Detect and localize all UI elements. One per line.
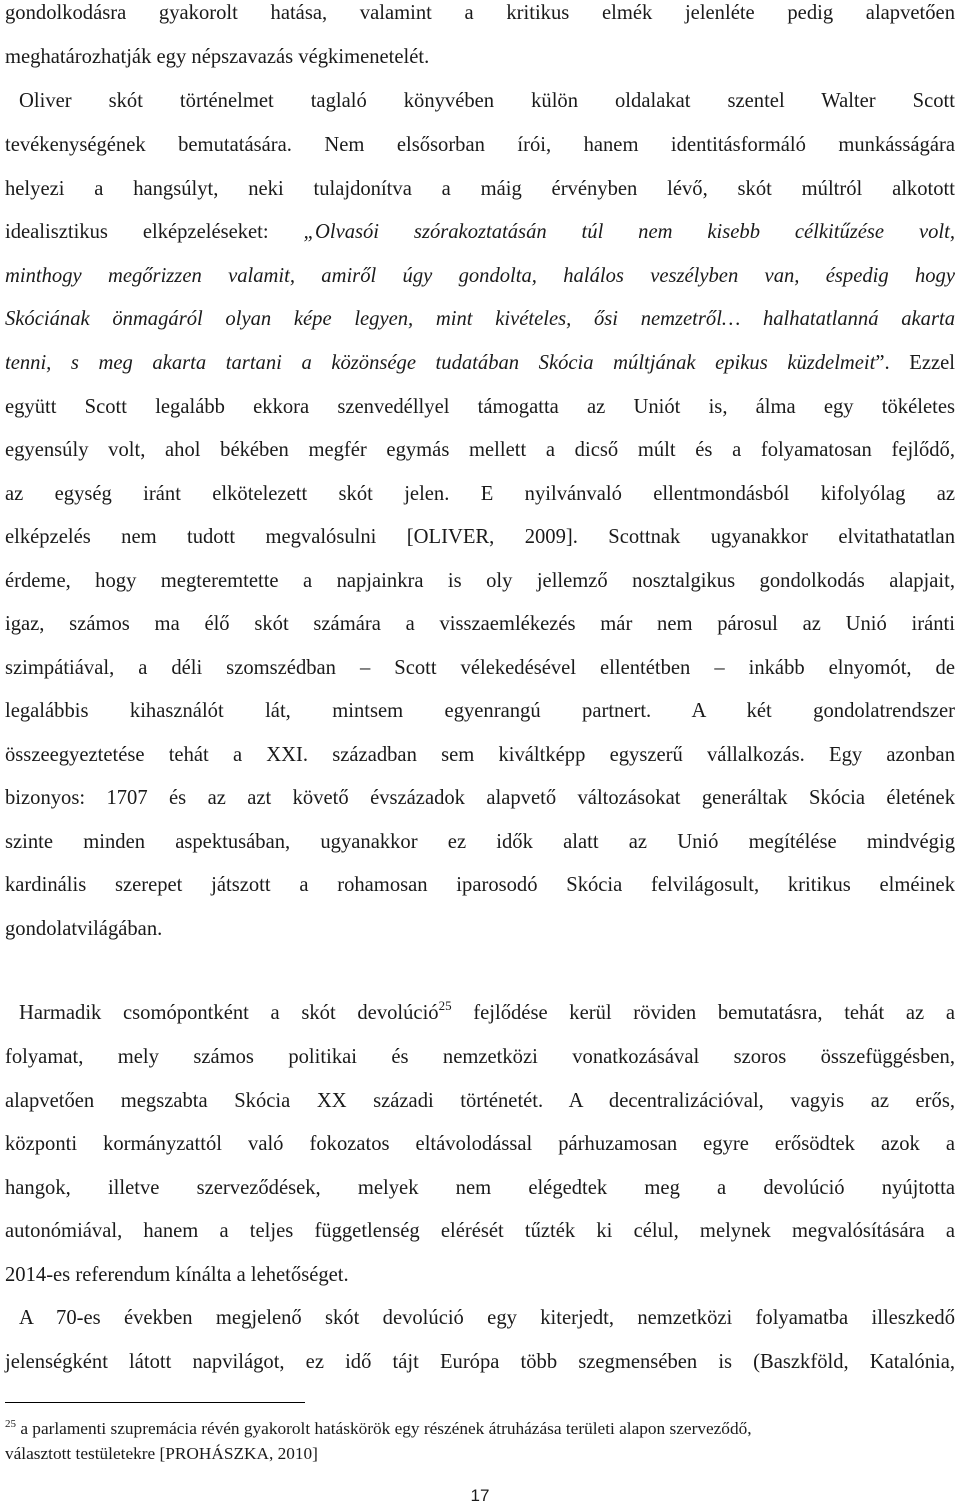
paragraph-line: elképzelés nem tudott megvalósulni [OLIVER, 2009]. Scottnak ugyanakkor elvitathatatlan: [5, 526, 955, 548]
paragraph-line-mixed: [5, 219, 955, 245]
paragraph-line-mixed: [5, 350, 955, 376]
paragraph-line: jelenségként látott napvilágot, ez idő tájt Európa több szegmensében is (Baszkföld, Katalónia,: [5, 1351, 955, 1373]
paragraph-line: folyamat, mely számos politikai és nemzetközi vonatkozásával szoros összefüggésben,: [5, 1046, 955, 1068]
quote-line: [5, 306, 955, 332]
paragraph-line: gondolatvilágában.: [5, 918, 163, 940]
paragraph-line: hangok, illetve szerveződések, melyek nem elégedtek meg a devolúció nyújtotta: [5, 1177, 955, 1199]
paragraph-line: szinte minden aspektusában, ugyanakkor ez idők alatt az Unió megítélése mindvégig: [5, 831, 955, 853]
paragraph-line: 2014-es referendum kínálta a lehetőséget.: [5, 1264, 349, 1286]
footnote-reference[interactable]: 25: [438, 998, 452, 1013]
footnote-line: választott testületekre [PROHÁSZKA, 2010]: [5, 1444, 318, 1463]
paragraph-line: központi kormányzattól való fokozatos eltávolodással párhuzamosan egyre erősödtek azok a: [5, 1133, 955, 1155]
paragraph-line: alapvetően megszabta Skócia XX századi történetét. A decentralizációval, vagyis az erős,: [5, 1090, 955, 1112]
paragraph-line: szimpátiával, a déli szomszédban – Scott vélekedésével ellentétben – inkább elnyomót, de: [5, 657, 955, 679]
paragraph-line: együtt Scott legalább ekkora szenvedéllyel támogatta az Uniót is, álma egy tökéletes: [5, 396, 955, 418]
paragraph-line: egyensúly volt, ahol békében megfér egymás mellett a dicső múlt és a folyamatosan fejlődő,: [5, 439, 955, 461]
paragraph-line-footnote-ref: [5, 1000, 955, 1026]
paragraph-line: A 70-es években megjelenő skót devolúció egy kiterjedt, nemzetközi folyamatba illeszkedő: [19, 1307, 955, 1329]
paragraph-line: helyezi a hangsúlyt, neki tulajdonítva a máig érvényben lévő, skót múltról alkotott: [5, 178, 955, 200]
page-number: 17: [470, 1486, 490, 1505]
text-run: idealisztikus elképzeléseket:: [5, 221, 304, 243]
footnote-text: a parlamenti szupremácia révén gyakorolt hatáskörök egy részének átruházása területi alapon szerveződő,: [16, 1419, 752, 1438]
paragraph-line: bizonyos: 1707 és az azt követő évszázadok alapvető változásokat generáltak Skócia életének: [5, 787, 955, 809]
paragraph-line: autonómiával, hanem a teljes függetlenség elérését tűzték ki célul, melynek megvalósítására a: [5, 1220, 955, 1242]
paragraph-line: az egység iránt elkötelezett skót jelen. E nyilvánvaló ellentmondásból kifolyólag az: [5, 483, 955, 505]
quote-run: „Olvasói szórakoztatásán túl nem kisebb célkitűzése volt,: [303, 221, 955, 243]
paragraph-line: összeegyeztetése tehát a XXI. században sem kiváltképp egyszerű vállalkozás. Egy azonban: [5, 744, 955, 766]
footnote-separator: [5, 1402, 305, 1403]
paragraph-line: tevékenységének bemutatására. Nem elsősorban írói, hanem identitásformáló munkásságára: [5, 134, 955, 156]
quote-run: minthogy megőrizzen valamit, amiről úgy gondolta, halálos veszélyben van, éspedig hogy: [5, 265, 955, 287]
quote-run: Skóciának önmagáról olyan képe legyen, mint kivételes, ősi nemzetről… halhatatlanná akarta: [5, 308, 955, 330]
paragraph-line: Oliver skót történelmet taglaló könyvében külön oldalakat szentel Walter Scott: [19, 90, 955, 112]
text-run: Harmadik csomópontként a skót devolúció: [19, 1002, 439, 1024]
footnote-line: [5, 1418, 955, 1440]
text-run: fejlődése kerül röviden bemutatásra, tehát az a: [451, 1002, 956, 1024]
footnote-number: 25: [5, 1418, 16, 1430]
paragraph-line: igaz, számos ma élő skót számára a visszaemlékezés már nem párosul az Unió iránti: [5, 613, 955, 635]
paragraph-line: gondolkodásra gyakorolt hatása, valamint a kritikus elmék jelenléte pedig alapvetően: [5, 2, 955, 24]
paragraph-line: meghatározhatják egy népszavazás végkimenetelét.: [5, 46, 430, 68]
paragraph-line: kardinális szerepet játszott a rohamosan iparosodó Skócia felvilágosult, kritikus elméinek: [5, 874, 955, 896]
paragraph-line: legalábbis kihasználót lát, mintsem egyenrangú partnert. A két gondolatrendszer: [5, 700, 955, 722]
quote-run: tenni, s meg akarta tartani a közönsége tudatában Skócia múltjának epikus küzdelmeit: [5, 352, 876, 374]
quote-line: [5, 263, 955, 289]
text-run: ”. Ezzel: [875, 352, 955, 374]
paragraph-line: érdeme, hogy megteremtette a napjainkra is oly jellemző nosztalgikus gondolkodás alapjait,: [5, 570, 955, 592]
